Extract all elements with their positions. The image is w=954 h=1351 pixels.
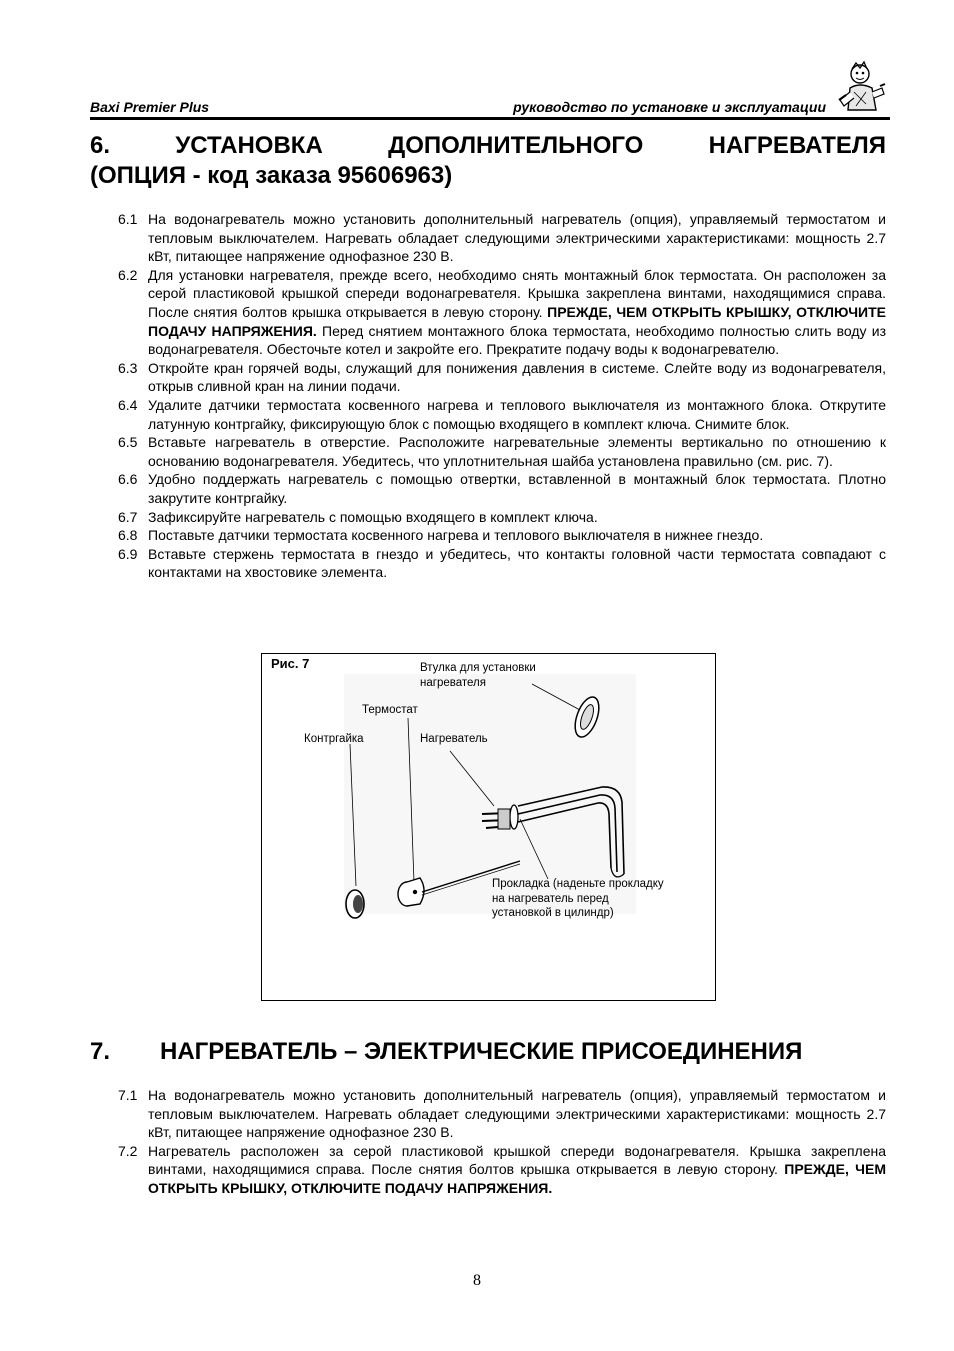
callout-line: установкой в цилиндр) (492, 907, 614, 919)
heater-assembly-diagram (262, 654, 715, 1000)
doc-subtitle: руководство по установке и эксплуатации (513, 99, 826, 115)
item-text (148, 266, 886, 359)
section-6-title-word: ДОПОЛНИТЕЛЬНОГО (388, 132, 644, 159)
callout-gasket (492, 877, 664, 921)
callout-locknut: Контргайка (304, 733, 364, 745)
item-text: Зафиксируйте нагреватель с помощью входящего в комплект ключа. (148, 508, 598, 525)
list-item (118, 266, 886, 359)
item-number: 6.2 (118, 266, 138, 283)
item-text: На водонагреватель можно установить дополнительный нагреватель (опция), управляемый термостатом и тепловым выключателем. Нагревать обладает следующими электрическими характеристиками: мощность 2.7 кВт, питающее напряжение однофазное 230 В. (148, 1087, 886, 1141)
callout-line: нагревателя (420, 676, 486, 689)
item-number: 7.1 (118, 1087, 138, 1103)
warning-text: ПРЕЖДЕ, ЧЕМ ОТКРЫТЬ КРЫШКУ, ОТКЛЮЧИТЕ ПОДАЧУ НАПРЯЖЕНИЯ. (148, 1161, 887, 1196)
item-number: 6.3 (118, 359, 138, 376)
item-text (148, 1142, 886, 1198)
item-text: Вставьте стержень термостата в гнездо и убедитесь, что контакты головной части термостата совпадают с контактами на хвостовике элемента. (148, 545, 886, 581)
callout-line: Втулка для установки (420, 662, 536, 674)
section-6-title-word: УСТАНОВКА (175, 132, 323, 159)
section-7-number: 7. (90, 1038, 111, 1065)
item-text-part: Перед снятием монтажного блока термостата, необходимо полностью слить воду из водонагревателя. Обесточьте котел и закройте его. Прекратите подачу воды к водонагревателю. (148, 322, 886, 358)
list-item (118, 545, 886, 582)
section-6-number: 6. (90, 132, 111, 159)
warning-text: ПРЕЖДЕ, ЧЕМ ОТКРЫТЬ КРЫШКУ, ОТКЛЮЧИТЕ ПОДАЧУ НАПРЯЖЕНИЯ. (148, 303, 887, 339)
list-item (118, 396, 886, 433)
figure-7 (261, 653, 716, 1001)
list-item (118, 1086, 886, 1142)
section-7-title (90, 1037, 802, 1067)
section-7-list (118, 1086, 886, 1198)
plumber-mascot-icon (836, 60, 886, 112)
header-rule (90, 117, 890, 120)
list-item (118, 470, 886, 507)
page-number: 8 (473, 1272, 481, 1289)
item-text-part: Нагреватель расположен за серой пластиковой крышкой спереди водонагревателя. Крышка закреплена винтами, находящимися справа. После снятия болтов крышка открывается в левую сторону. (148, 1142, 886, 1178)
callout-heater: Нагреватель (420, 733, 488, 745)
callout-bushing (420, 661, 536, 690)
section-6-list (118, 210, 886, 582)
list-item (118, 433, 886, 470)
item-number: 6.7 (118, 508, 138, 525)
locknut-drawing (346, 890, 364, 918)
item-number: 6.5 (118, 434, 138, 451)
figure-label: Рис. 7 (271, 656, 310, 671)
item-number: 6.4 (118, 396, 138, 413)
section-6-title-word: НАГРЕВАТЕЛЯ (708, 132, 886, 159)
callout-line: Прокладка (наденьте прокладку (492, 878, 664, 890)
item-text: Удалите датчики термостата косвенного нагрева и теплового выключателя из монтажного блока. Открутите латунную контргайку, фиксирующую блок с помощью входящего в комплект ключа. Снимите блок. (148, 396, 886, 432)
list-item (118, 210, 886, 266)
list-item (118, 508, 886, 527)
list-item (118, 359, 886, 396)
item-number: 6.6 (118, 471, 138, 488)
item-text: Удобно поддержать нагреватель с помощью отвертки, вставленной в монтажный блок термостата. Плотно закрутите контргайку. (148, 471, 886, 506)
callout-thermostat: Термостат (362, 704, 418, 716)
item-number: 6.1 (118, 211, 138, 227)
item-text: Поставьте датчики термостата косвенного нагрева и теплового выключателя в нижнее гнездо. (148, 527, 764, 544)
item-number: 6.8 (118, 527, 138, 544)
item-text: Откройте кран горячей воды, служащий для понижения давления в системе. Слейте воду из водонагревателя, открыв сливной кран на линии подачи. (148, 359, 886, 395)
item-text: Вставьте нагреватель в отверстие. Расположите нагревательные элементы вертикально по отношению к основанию водонагревателя. Убедитесь, что уплотнительная шайба установлена правильно (см. рис. 7). (148, 434, 886, 469)
item-number: 6.9 (118, 545, 138, 562)
section-6-title-line2: (ОПЦИЯ - код заказа 95606963) (90, 162, 453, 189)
item-text-part: Для установки нагревателя, прежде всего, необходимо снять монтажный блок термостата. Он расположен за серой пластиковой крышкой спереди водонагревателя. Крышка закреплена винтами, находящимися справа. После снятия болтов крышка открывается в левую сторону. (148, 266, 886, 320)
section-6-title (90, 131, 886, 191)
callout-line: на нагреватель перед (492, 892, 609, 905)
list-item (118, 1142, 886, 1198)
doc-title: Baxi Premier Plus (90, 99, 210, 115)
section-7-title-text: НАГРЕВАТЕЛЬ – ЭЛЕКТРИЧЕСКИЕ ПРИСОЕДИНЕНИЯ (160, 1038, 803, 1065)
item-text: На водонагреватель можно установить дополнительный нагреватель (опция), управляемый термостатом и тепловым выключателем. Нагревать обладает следующими электрическими характеристиками: мощность 2.7 кВт, питающее напряжение однофазное 230 В. (148, 211, 886, 265)
list-item (118, 526, 886, 545)
item-number: 7.2 (118, 1142, 138, 1159)
